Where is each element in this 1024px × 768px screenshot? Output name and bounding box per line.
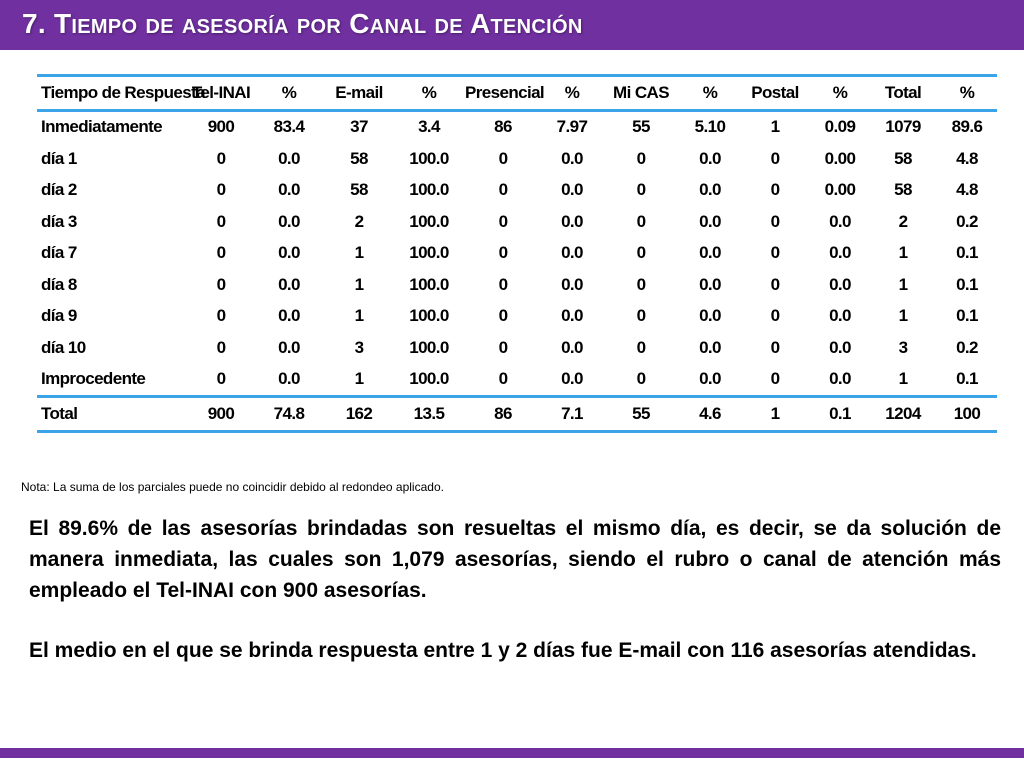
table-cell: 0 — [770, 180, 780, 200]
table-row — [37, 364, 997, 397]
total-cell: 74.8 — [255, 397, 323, 432]
total-cell: 86 — [463, 397, 543, 432]
table-cell: 86 — [494, 117, 512, 137]
table-cell: 1 — [323, 364, 395, 397]
table-cell: 0.00 — [824, 148, 856, 168]
table-cell: 100.0 — [409, 211, 449, 231]
table-cell: 0 — [187, 364, 255, 397]
table-cell: 1 — [354, 306, 364, 326]
column-header: Presencial — [463, 76, 543, 111]
total-cell: 1204 — [869, 397, 937, 432]
table-cell: 0.0 — [561, 148, 583, 168]
table-cell: 0.0 — [561, 337, 583, 357]
table-cell: 0 — [216, 180, 226, 200]
table-cell: 1 — [898, 274, 908, 294]
table-cell: 0.0 — [543, 364, 601, 397]
table-cell: 4.8 — [956, 180, 978, 200]
table-cell: 0.0 — [699, 211, 721, 231]
table-cell: 100.0 — [409, 306, 449, 326]
table-row — [37, 206, 997, 238]
title-bar — [0, 0, 1024, 50]
table-cell: 0 — [216, 337, 226, 357]
table-cell: 0 — [636, 148, 646, 168]
table-cell: 0 — [636, 243, 646, 263]
table-cell: 0.0 — [829, 337, 851, 357]
row-label: día 1 — [41, 148, 77, 168]
column-header: Total — [869, 76, 937, 111]
table-cell: 0.0 — [278, 274, 300, 294]
bottom-bar — [0, 748, 1024, 758]
total-cell: 162 — [323, 397, 395, 432]
table-cell: 0 — [770, 306, 780, 326]
table-cell: 2 — [898, 211, 908, 231]
table-cell: 3.4 — [418, 117, 440, 137]
table-cell: 100.0 — [409, 274, 449, 294]
table-cell: 1 — [898, 243, 908, 263]
table-cell: 0.1 — [956, 274, 978, 294]
table-cell: 0.0 — [255, 364, 323, 397]
table-cell: 3 — [898, 337, 908, 357]
table-cell: 1 — [770, 117, 780, 137]
total-cell: 7.1 — [543, 397, 601, 432]
table-cell: 0 — [636, 180, 646, 200]
table-cell: 0 — [770, 211, 780, 231]
row-label: día 8 — [41, 274, 77, 294]
table-cell: 100.0 — [409, 243, 449, 263]
table-row — [37, 301, 997, 333]
rounding-note: Nota: La suma de los parciales puede no coincidir debido al redondeo aplicado. — [21, 480, 444, 494]
table-row — [37, 332, 997, 364]
table-cell: 0.0 — [561, 180, 583, 200]
table-row — [37, 143, 997, 175]
table-cell: 0.0 — [699, 148, 721, 168]
table-cell: 0.0 — [699, 180, 721, 200]
table-cell: 7.97 — [556, 117, 588, 137]
total-row — [37, 397, 997, 432]
table-cell: 0 — [636, 306, 646, 326]
table-cell: 0.00 — [824, 180, 856, 200]
table-cell: 0 — [498, 243, 508, 263]
table-cell: 0.0 — [278, 211, 300, 231]
row-label: día 2 — [41, 180, 77, 200]
table-cell: 0.0 — [278, 180, 300, 200]
table-cell: 0 — [498, 211, 508, 231]
table-cell: 0.0 — [829, 211, 851, 231]
table-cell: 0 — [216, 274, 226, 294]
table-cell: 0.0 — [829, 243, 851, 263]
table-cell: 0.2 — [956, 337, 978, 357]
column-header: % — [543, 76, 601, 111]
table-cell: 0.1 — [956, 306, 978, 326]
column-header: % — [395, 76, 463, 111]
row-label: Inmediatamente — [41, 117, 163, 137]
table-cell: 0.1 — [956, 243, 978, 263]
table-cell: 0 — [216, 148, 226, 168]
table-cell: 1 — [354, 274, 364, 294]
total-cell: 13.5 — [395, 397, 463, 432]
table-cell: 0 — [636, 211, 646, 231]
table-cell: 37 — [350, 117, 368, 137]
column-header: % — [255, 76, 323, 111]
table-cell: 0 — [216, 211, 226, 231]
column-header: % — [937, 76, 997, 111]
table-cell: 3 — [354, 337, 364, 357]
row-label: día 7 — [41, 243, 77, 263]
table-cell: 0 — [216, 306, 226, 326]
table-cell: 2 — [354, 211, 364, 231]
table-cell: 0.0 — [811, 364, 869, 397]
table-cell: 58 — [894, 148, 912, 168]
table-cell: 0.0 — [278, 148, 300, 168]
table-cell: 4.8 — [956, 148, 978, 168]
table-cell: 0 — [216, 243, 226, 263]
table-cell: 0.0 — [561, 306, 583, 326]
total-cell: 55 — [601, 397, 681, 432]
table-cell: 100.0 — [409, 180, 449, 200]
slide-title: 7. Tiempo de asesoría por Canal de Atención — [22, 8, 583, 39]
row-label: día 3 — [41, 211, 77, 231]
table-cell: 900 — [207, 117, 235, 137]
table-cell: 1 — [869, 364, 937, 397]
table-cell: 0 — [463, 364, 543, 397]
row-label: Improcedente — [37, 364, 187, 397]
total-label: Total — [37, 397, 187, 432]
row-label: día 10 — [41, 337, 86, 357]
table-cell: 0.0 — [699, 337, 721, 357]
column-header: % — [811, 76, 869, 111]
table-cell: 0 — [636, 337, 646, 357]
table-cell: 1079 — [885, 117, 921, 137]
column-header: Mi CAS — [601, 76, 681, 111]
table-body — [37, 110, 997, 431]
total-cell: 100 — [937, 397, 997, 432]
table-row — [37, 110, 997, 143]
table-row — [37, 269, 997, 301]
row-label: día 9 — [41, 306, 77, 326]
table-cell: 0 — [636, 274, 646, 294]
table-cell: 0 — [739, 364, 811, 397]
table-cell: 0.0 — [278, 337, 300, 357]
table-cell: 0.09 — [824, 117, 856, 137]
table-cell: 0.0 — [278, 306, 300, 326]
table-cell: 1 — [898, 306, 908, 326]
table-cell: 0 — [498, 337, 508, 357]
response-time-table — [37, 74, 997, 433]
column-header: E-mail — [323, 76, 395, 111]
table-cell: 55 — [632, 117, 650, 137]
table-cell: 58 — [350, 148, 368, 168]
column-header: Tel-INAI — [187, 76, 255, 111]
table-cell: 58 — [894, 180, 912, 200]
summary-paragraph-2: El medio en el que se brinda respuesta entre 1 y 2 días fue E-mail con 116 asesorías atendidas. — [29, 639, 977, 662]
table-cell: 83.4 — [273, 117, 305, 137]
table-cell: 0 — [498, 274, 508, 294]
table-cell: 100.0 — [395, 364, 463, 397]
response-time-table-container — [37, 74, 997, 433]
table-cell: 0.0 — [561, 274, 583, 294]
total-cell: 1 — [739, 397, 811, 432]
table-cell: 0 — [498, 148, 508, 168]
table-cell: 0 — [770, 148, 780, 168]
table-cell: 0.0 — [561, 243, 583, 263]
summary-paragraph-1: El 89.6% de las asesorías brindadas son resueltas el mismo día, es decir, se da solución de manera inmediata, las cuales son 1,079 asesorías, siendo el rubro o canal de atención más empleado el Tel-INAI con 900 asesorías. — [29, 517, 1001, 602]
table-row — [37, 238, 997, 270]
total-cell: 4.6 — [681, 397, 739, 432]
table-cell: 89.6 — [951, 117, 983, 137]
column-header: % — [681, 76, 739, 111]
table-cell: 0.2 — [956, 211, 978, 231]
table-cell: 0 — [770, 337, 780, 357]
column-header: Postal — [739, 76, 811, 111]
column-header: Tiempo de Respuesta — [37, 76, 187, 111]
table-cell: 0.0 — [829, 274, 851, 294]
table-cell: 0 — [498, 306, 508, 326]
header-row — [37, 76, 997, 111]
table-cell: 0.0 — [699, 274, 721, 294]
table-cell: 0 — [498, 180, 508, 200]
table-row — [37, 175, 997, 207]
table-cell: 0.0 — [699, 243, 721, 263]
table-cell: 0.0 — [829, 306, 851, 326]
table-cell: 0 — [601, 364, 681, 397]
table-cell: 1 — [354, 243, 364, 263]
table-cell: 58 — [350, 180, 368, 200]
table-cell: 0.0 — [278, 243, 300, 263]
total-cell: 0.1 — [811, 397, 869, 432]
table-cell: 0.0 — [681, 364, 739, 397]
table-cell: 100.0 — [409, 337, 449, 357]
table-cell: 5.10 — [694, 117, 726, 137]
table-cell: 0.0 — [561, 211, 583, 231]
table-cell: 0 — [770, 243, 780, 263]
table-cell: 0 — [770, 274, 780, 294]
table-header — [37, 76, 997, 111]
table-cell: 0.0 — [699, 306, 721, 326]
total-cell: 900 — [187, 397, 255, 432]
table-cell: 100.0 — [409, 148, 449, 168]
table-cell: 0.1 — [937, 364, 997, 397]
